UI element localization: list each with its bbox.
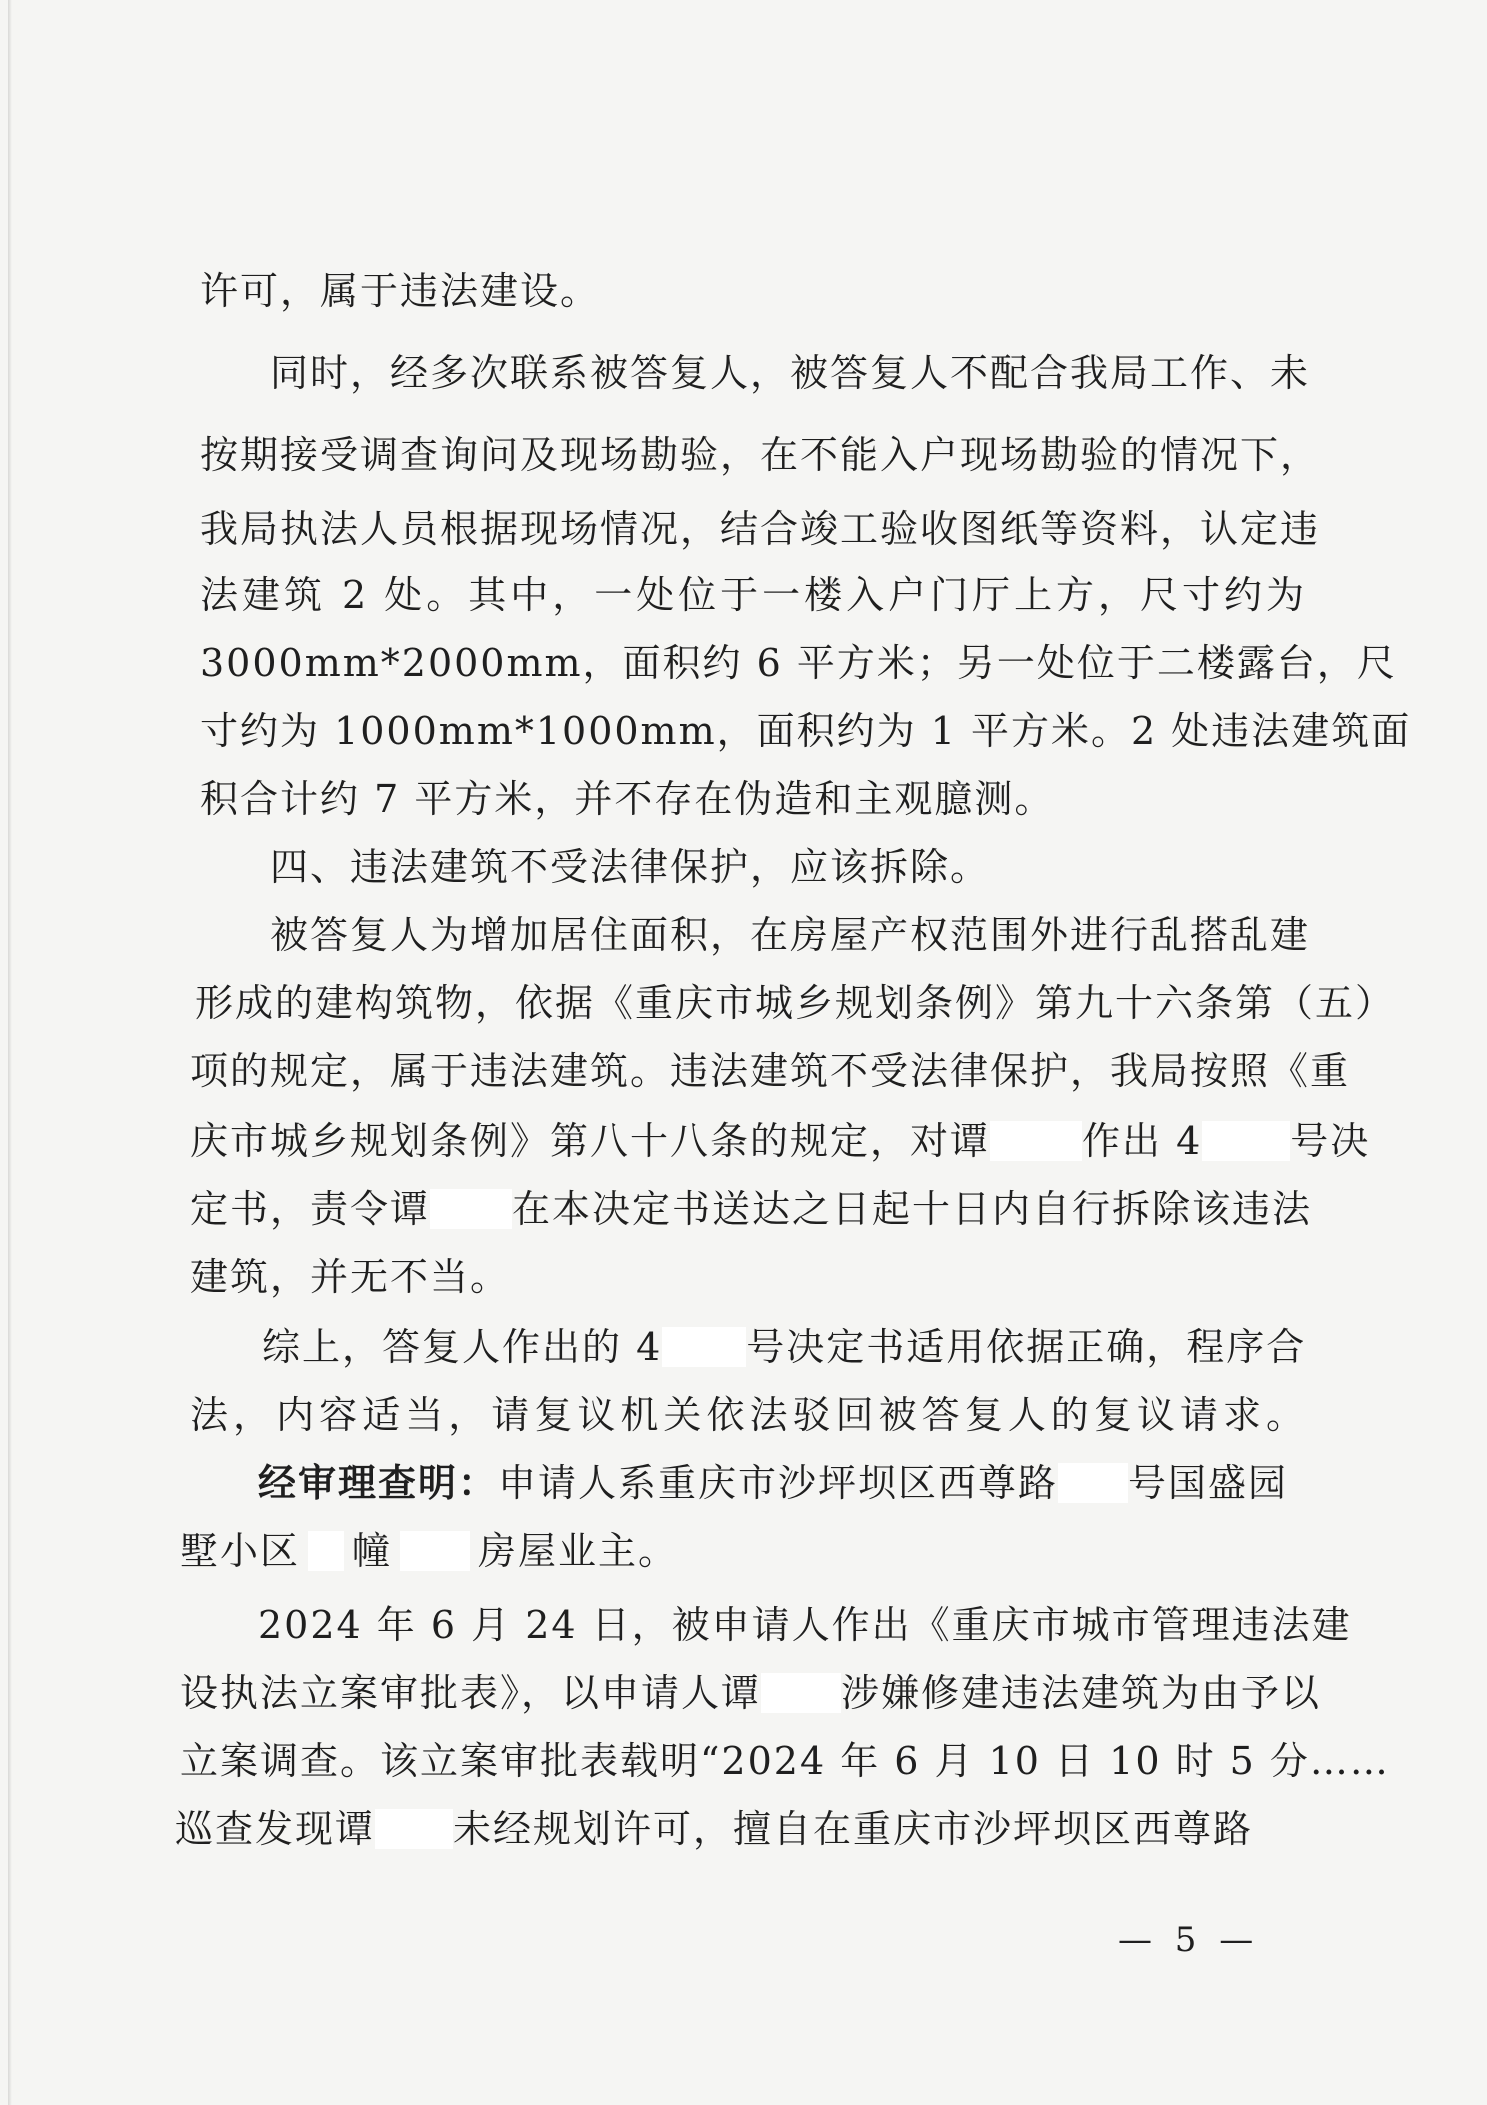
text-segment: 未经规划许可，擅自在重庆市沙坪坝区西尊路 bbox=[453, 1807, 1254, 1851]
text-segment: 定书，责令谭 bbox=[190, 1187, 431, 1231]
text-segment: 号国盛园 bbox=[1128, 1461, 1289, 1505]
text-segment: 墅小区 bbox=[180, 1529, 301, 1573]
text-line bbox=[190, 1186, 1312, 1232]
text-line bbox=[180, 1670, 1321, 1716]
text-segment: 申请人系重庆市沙坪坝区西尊路 bbox=[498, 1461, 1059, 1505]
text-line: 同时，经多次联系被答复人，被答复人不配合我局工作、未 bbox=[270, 351, 1311, 395]
text-segment: 房屋业主。 bbox=[478, 1529, 679, 1573]
text-line: 形成的建构筑物，依据《重庆市城乡规划条例》第九十六条第（五） bbox=[195, 981, 1396, 1025]
text-segment: 巡查发现谭 bbox=[175, 1807, 376, 1851]
text-line: 3000mm*2000mm，面积约 6 平方米；另一处位于二楼露台，尺 bbox=[200, 641, 1397, 685]
text-line bbox=[180, 1528, 678, 1574]
text-line: 立案调查。该立案审批表载明“2024 年 6 月 10 日 10 时 5 分…… bbox=[180, 1739, 1390, 1783]
page-number: — 5 — bbox=[1118, 1920, 1260, 1960]
text-line: 积合计约 7 平方米，并不存在伪造和主观臆测。 bbox=[200, 777, 1055, 821]
text-segment: 幢 bbox=[352, 1529, 393, 1573]
text-line: 2024 年 6 月 24 日，被申请人作出《重庆市城市管理违法建 bbox=[258, 1603, 1352, 1647]
text-line bbox=[258, 1460, 1288, 1506]
text-line: 法建筑 2 处。其中，一处位于一楼入户门厅上方，尺寸约为 bbox=[200, 573, 1306, 617]
text-line bbox=[262, 1324, 1306, 1370]
redaction-mask bbox=[761, 1673, 841, 1713]
text-segment: 号决定书适用依据正确，程序合 bbox=[746, 1325, 1307, 1369]
text-line: 我局执法人员根据现场情况，结合竣工验收图纸等资料，认定违 bbox=[200, 507, 1321, 551]
text-segment: 在本决定书送达之日起十日内自行拆除该违法 bbox=[512, 1187, 1313, 1231]
text-line bbox=[190, 1118, 1370, 1164]
text-line: 许可，属于违法建设。 bbox=[200, 269, 601, 313]
text-line bbox=[175, 1806, 1253, 1852]
scan-edge bbox=[8, 0, 12, 2105]
redaction-mask bbox=[375, 1809, 453, 1849]
text-segment: 庆市城乡规划条例》第八十八条的规定，对谭 bbox=[190, 1119, 991, 1163]
redaction-mask bbox=[662, 1327, 746, 1367]
text-segment: 设执法立案审批表》，以申请人谭 bbox=[180, 1671, 762, 1715]
text-segment: 综上，答复人作出的 4 bbox=[262, 1325, 663, 1369]
text-segment: 作出 4 bbox=[1082, 1119, 1203, 1163]
text-line: 建筑，并无不当。 bbox=[190, 1255, 511, 1299]
text-line: 法，内容适当，请复议机关依法驳回被答复人的复议请求。 bbox=[190, 1393, 1306, 1437]
text-line: 寸约为 1000mm*1000mm，面积约为 1 平方米。2 处违法建筑面 bbox=[200, 709, 1412, 753]
section-heading: 四、违法建筑不受法律保护，应该拆除。 bbox=[270, 845, 991, 889]
finding-label: 经审理查明： bbox=[258, 1460, 499, 1505]
text-segment: 涉嫌修建违法建筑为由予以 bbox=[841, 1671, 1322, 1715]
redaction-mask bbox=[430, 1189, 512, 1229]
text-line: 按期接受调查询问及现场勘验，在不能入户现场勘验的情况下， bbox=[200, 433, 1321, 477]
text-segment: 号决 bbox=[1290, 1119, 1371, 1163]
redaction-mask bbox=[400, 1531, 470, 1571]
redaction-mask bbox=[1202, 1121, 1290, 1161]
redaction-mask bbox=[308, 1531, 344, 1571]
redaction-mask bbox=[1058, 1463, 1128, 1503]
redaction-mask bbox=[990, 1121, 1082, 1161]
text-line: 项的规定，属于违法建筑。违法建筑不受法律保护，我局按照《重 bbox=[190, 1049, 1351, 1093]
text-line: 被答复人为增加居住面积，在房屋产权范围外进行乱搭乱建 bbox=[270, 913, 1311, 957]
